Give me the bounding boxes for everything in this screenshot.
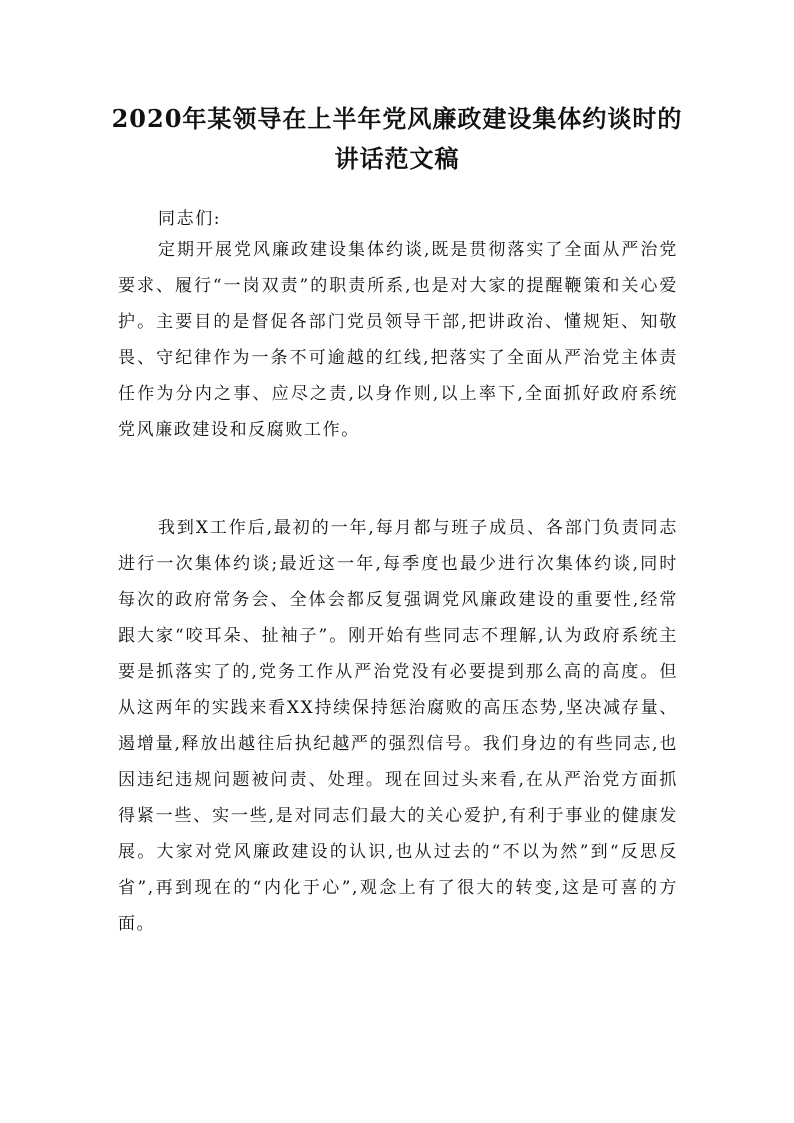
body-paragraph-2: 我到X工作后,最初的一年,每月都与班子成员、各部门负责同志进行一次集体约谈;最近这一年,每季度也最少进行次集体约谈,同时每次的政府常务会、全体会都反复强调党风廉政建设的重要性,经常跟大家“咬耳朵、扯袖子”。刚开始有些同志不理解,认为政府系统主要是抓落实了的,党务工作从严治党没有必要提到那么高的高度。但从这两年的实践来看XX持续保持惩治腐败的高压态势,坚决减存量、遏增量,释放出越往后执纪越严的强烈信号。我们身边的有些同志,也因违纪违规问题被问责、处理。现在回过头来看,在从严治党方面抓得紧一些、实一些,是对同志们最大的关心爱护,有利于事业的健康发展。大家对党风廉政建设的认识,也从过去的“不以为然”到“反思反省”,再到现在的“内化于心”,观念上有了很大的转变,这是可喜的方面。 xyxy=(118,518,678,934)
body-paragraph-1: 定期开展党风廉政建设集体约谈,既是贯彻落实了全面从严治党要求、履行“一岗双责”的职责所系,也是对大家的提醒鞭策和关心爱护。主要目的是督促各部门党员领导干部,把讲政治、懂规矩、知敬畏、守纪律作为一条不可逾越的红线,把落实了全面从严治党主体责任作为分内之事、应尽之责,以身作则,以上率下,全面抓好政府系统党风廉政建设和反腐败工作。 xyxy=(118,240,678,440)
greeting: 同志们: xyxy=(158,209,222,229)
document-title-line-1: 2020年某领导在上半年党风廉政建设集体约谈时的 xyxy=(111,104,683,133)
document-title-line-2: 讲话范文稿 xyxy=(334,144,460,173)
